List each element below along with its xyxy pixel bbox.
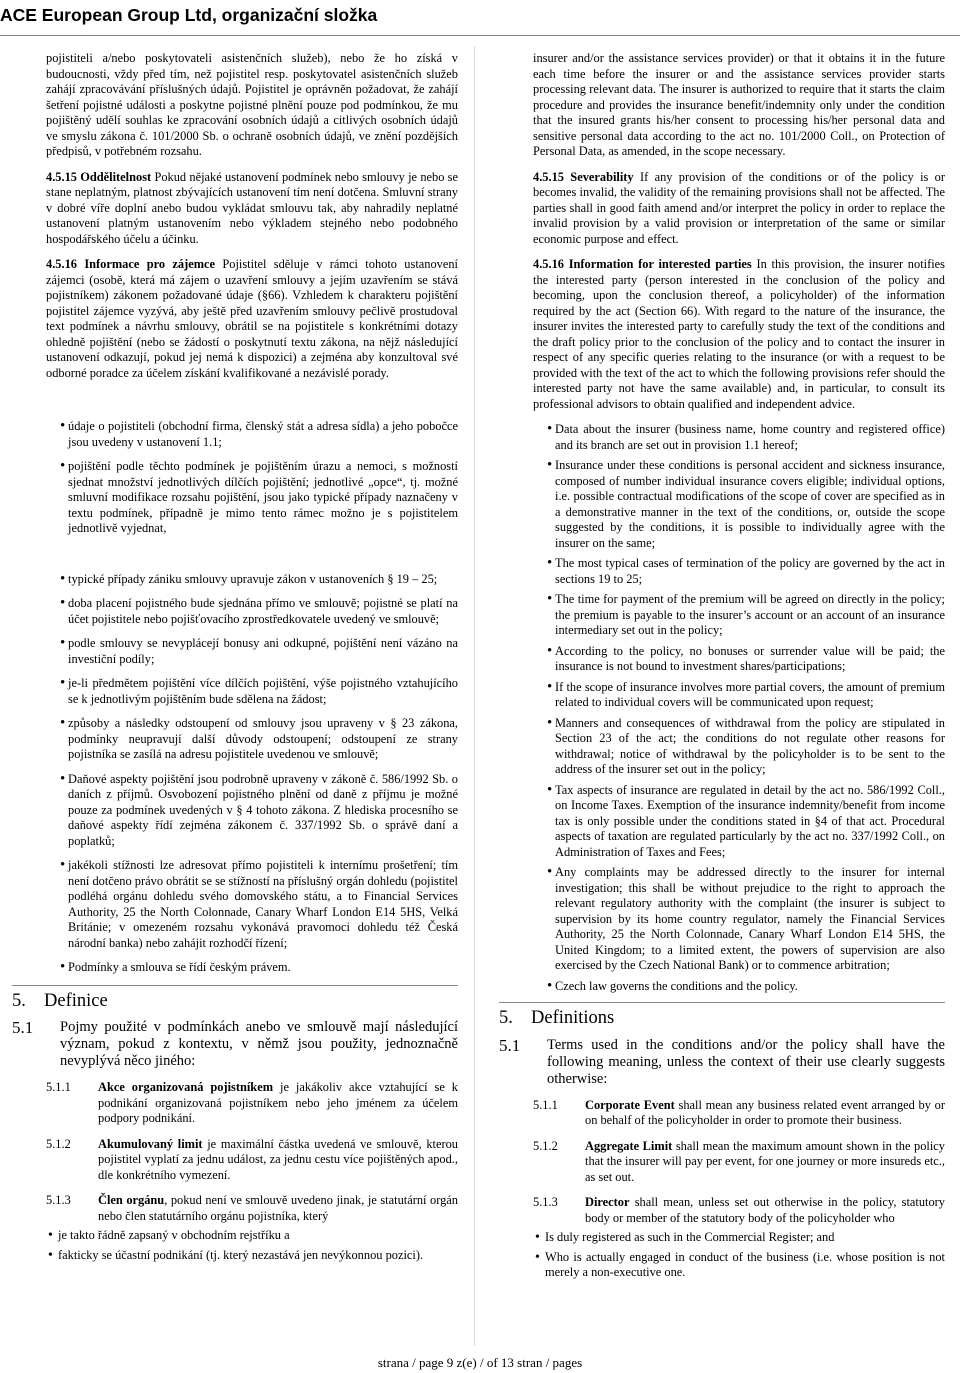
en-paragraph-consent: insurer and/or the assistance services provider) or that it obtains it in the future each time before the insurer or and the assistance services provider starts processing relevant data. The insurer is authorized to require that it starts the claim procedure and provides the insurance benefit/indemnity only under the condition that the insured grants his/her consent to processing his/her personal data and sensitive personal data according to the act no. 101/2000 Coll., on Protection of Personal Data, as amended, in the scope necessary. bbox=[533, 51, 945, 158]
en-severability-title: 4.5.15 Severability bbox=[533, 169, 634, 184]
list-item: • Data about the insurer (business name, home country and registered office) and its branch are set out in provision 1.1 hereof; bbox=[499, 422, 945, 453]
list-item: • The most typical cases of termination of the policy are governed by the act in sections 19 to 25; bbox=[499, 556, 945, 587]
document-header bbox=[0, 0, 960, 36]
cz-paragraph-info bbox=[46, 257, 458, 381]
en-def2-text: shall mean the maximum amount shown in the policy that the insurer will pay per event, for one journey or more insureds etc., as set out. bbox=[585, 1138, 945, 1184]
cz-severability-title: 4.5.15 Oddělitelnost bbox=[46, 169, 152, 184]
en-intro-number: 5.1 bbox=[499, 1035, 521, 1055]
en-definitions-intro bbox=[499, 1037, 945, 1088]
en-definition-1 bbox=[499, 1098, 945, 1129]
cz-def3-number: 5.1.3 bbox=[46, 1193, 71, 1207]
cz-gap bbox=[12, 393, 458, 413]
list-item: • The time for payment of the premium will be agreed on directly in the policy; the premium is payable to the insurer’s account or an account of an insurance intermediary set out in the policy; bbox=[499, 592, 945, 639]
list-item: • Any complaints may be addressed directly to the insurer for internal investigation; this shall be without prejudice to the right to approach the relevant regulatory authority with the complaint (the insurer is subject to supervision by its home country regulator, namely the Financial Services Authority, 25 the North Colonnade, Canary Wharf London E14 5HS, the United Kingdom; to a limited extent, the powers of supervision are also exercised by the Czech National Bank) or to commence arbitration; bbox=[499, 865, 945, 974]
en-info-text: In this provision, the insurer notifies the interested party (person interested in the conclusion of the policy and becoming, upon the conclusion thereof, a policyholder) of the information required by the act (Section 66). With regard to the nature of the insurance, the insurer invites the interested party to carefully study the text of the conditions and the draft policy prior to the conclusion of the policy and to contact the insurer in respect of any specific queries relating to the insurance (or with a request to be provided with the text of the act to which the following provisions refer should the interested party not have the same available) and, in particular, to consult its professional advisors to obtain qualified and independent advice. bbox=[533, 257, 945, 411]
en-paragraph-info bbox=[533, 257, 945, 412]
list-item: • jakékoli stížnosti lze adresovat přímo pojistiteli k internímu prošetření; tím není dotčeno právo obrátit se se stížností na příslušný orgán dohledu (pojistitel podléhá orgánu dohledu svého domovského státu, a to Financial Services Authority, 25 the North Colonnade, Canary Wharf London E14 5HS, Velká Británie; v omezeném rozsahu vykonává pravomoci dohledu též Česká národní banka) nebo zahájit rozhodčí řízení; bbox=[12, 858, 458, 951]
en-intro-text: Terms used in the conditions and/or the policy shall have the following meaning, unless the context of their use clearly suggests otherwise: bbox=[547, 1036, 945, 1087]
column-divider bbox=[474, 46, 475, 1346]
cz-definition-3 bbox=[12, 1193, 458, 1224]
en-section-title: Definitions bbox=[531, 1008, 615, 1028]
cz-section-title: Definice bbox=[44, 990, 108, 1011]
list-item: • údaje o pojistiteli (obchodní firma, členský stát a adresa sídla) a jeho pobočce jsou uvedeny v ustanovení 1.1; bbox=[12, 419, 458, 450]
list-item: • Podmínky a smlouva se řídí českým právem. bbox=[12, 960, 458, 976]
en-def3-bullets bbox=[499, 1230, 945, 1281]
cz-paragraph-consent: pojistiteli a/nebo poskytovateli asistenčních služeb), nebo že ho získá v budoucnosti, vždy před tím, než pojistitel resp. poskytovatel asistenčních služeb zahájí zpracovávání příslušných údajů. Pojistitel je oprávněn požadovat, že zahájí šetření pojistné události a poskytne pojistné plnění pouze pod podmínkou, že mu pojištěný udělí souhlas ke zpracování osobních údajů a citlivých osobních údajů ve smyslu zákona č. 101/2000 Sb. o ochraně osobních údajů, ve znění pozdějších předpisů, v potřebném rozsahu. bbox=[46, 51, 458, 158]
list-item: • Manners and consequences of withdrawal from the policy are stipulated in Section 23 of the act; the conditions do not regulate other reasons for withdrawal; notice of withdrawal by the policyholder is to be sent to the address of the insurer set out in the policy; bbox=[499, 716, 945, 778]
en-bullet-list bbox=[499, 422, 945, 994]
list-item: • Czech law governs the conditions and the policy. bbox=[499, 979, 945, 995]
list-item: • typické případy zániku smlouvy upravuje zákon v ustanoveních § 19 – 25; bbox=[12, 572, 458, 588]
en-def1-number: 5.1.1 bbox=[533, 1097, 558, 1112]
list-item: • Insurance under these conditions is personal accident and sickness insurance, composed of number individual insurance covers eligible; individual options, i.e. possible contractual modifications of the scope of cover are specified as in a demonstrative manner in the text of the conditions, or, outside the scope suggested by the conditions, it is possible to individually agree with the insurer on the same; bbox=[499, 458, 945, 551]
list-item: • fakticky se účastní podnikání (tj. který nezastává jen nevýkonnou pozici). bbox=[12, 1248, 458, 1264]
cz-gap bbox=[12, 546, 458, 566]
en-def2-number: 5.1.2 bbox=[533, 1138, 558, 1153]
en-info-title: 4.5.16 Information for interested parties bbox=[533, 257, 752, 271]
english-column bbox=[499, 51, 945, 1285]
page-number: strana / page 9 z(e) / of 13 stran / pages bbox=[377, 1355, 583, 1370]
list-item: • pojištění podle těchto podmínek je pojištěním úrazu a nemoci, s možností sjednat množství jednotlivých dílčích pojištění; jednotlivé „opce“, tj. možné smluvní modifikace rozsahu pojištění, jsou jako typické případy naznačeny v textu podmínek, případně je mimo tento rámec možno je s pojistitelem jednotlivě vyjednat, bbox=[12, 459, 458, 537]
en-section-heading bbox=[499, 1002, 945, 1027]
cz-def2-text: je maximální částka uvedená ve smlouvě, kterou pojistitel vyplatí za jednu událost, za jednu cestu více pojištěných apod., dle konkrétního vymezení. bbox=[98, 1136, 458, 1182]
cz-definitions-intro bbox=[12, 1019, 458, 1070]
en-def1-term: Corporate Event bbox=[585, 1097, 675, 1112]
cz-def1-term: Akce organizovaná pojistníkem bbox=[98, 1080, 274, 1094]
list-item: • podle smlouvy se nevyplácejí bonusy ani odkupné, pojištění není vázáno na investiční podíly; bbox=[12, 636, 458, 667]
list-item: • Is duly registered as such in the Commercial Register; and bbox=[499, 1230, 945, 1246]
list-item: • je takto řádně zapsaný v obchodním rejstříku a bbox=[12, 1228, 458, 1244]
en-severability-text: If any provision of the conditions or of the policy is or becomes invalid, the validity of the remaining provisions shall not be affected. The parties shall in good faith amend and/or interpret the policy in order to replace the invalid provision by a valid provision or interpretation of the same or similar economic purpose and effect. bbox=[533, 169, 945, 246]
cz-severability-text: Pokud nějaké ustanovení podmínek nebo smlouvy je nebo se stane neplatným, platnost zbývajících ustanovení tím není dotčena. Smluvní strany v dobré víře doplní anebo budou vykládat smlouvu tak, aby nahradily neplatné ustanovení platným ustanovením nebo výkladem stejného nebo podobného hospodářského účelu a účinku. bbox=[46, 169, 458, 246]
czech-column bbox=[12, 51, 458, 1267]
list-item: • According to the policy, no bonuses or surrender value will be paid; the insurance is not bound to investment shares/participations; bbox=[499, 644, 945, 675]
cz-section-heading bbox=[12, 985, 458, 1010]
en-section-number: 5. bbox=[499, 1008, 513, 1028]
list-item: • Tax aspects of insurance are regulated in detail by the act no. 586/1992 Coll., on Income Taxes. Exemption of the insurance indemnity/benefit from income tax is only possible under the conditions stated in §4 of that act. Procedural aspects of taxation are regulated particularly by the act no. 337/1992 Coll., on Administration of Taxes and Fees; bbox=[499, 783, 945, 861]
cz-def3-term: Člen orgánu bbox=[98, 1193, 165, 1207]
cz-def1-number: 5.1.1 bbox=[46, 1080, 71, 1094]
header-title: ACE European Group Ltd, organizační složka bbox=[0, 5, 378, 25]
cz-definition-2 bbox=[12, 1137, 458, 1184]
cz-def2-term: Akumulovaný limit bbox=[98, 1136, 203, 1151]
cz-bullet-list-b bbox=[12, 572, 458, 976]
en-definition-2 bbox=[499, 1139, 945, 1186]
list-item: • způsoby a následky odstoupení od smlouvy jsou upraveny v § 23 zákona, podmínky neupravují další důvody odstoupení; odstoupení ze strany pojistníka se zasílá na adresu pojistitele uvedenou ve smlouvě; bbox=[12, 716, 458, 763]
list-item: • je-li předmětem pojištění více dílčích pojištění, výše pojistného vztahujícího se k jednotlivým pojištěním bude sdělena na žádost; bbox=[12, 676, 458, 707]
cz-info-text: Pojistitel sděluje v rámci tohoto ustanovení zájemci (osobě, která má zájem o uzavření smlouvy a jejím uzavřením se stává pojistníkem) zákonem požadované údaje (§66). Vzhledem k charakteru pojištění pojistitel zájemce vyzývá, aby ještě před uzavřením smlouvy pečlivě prostudoval text podmínek a návrhu smlouvy, obrátil se na pojistitele s konkrétními dotazy ohledně pojištění (nebo se žádostí o poskytnutí textu zákona, na nějž následující ustanovení odkazují, pokud jej nemá k dispozici) a zejména aby konzultoval své odborné poradce za účelem získání kvalifikované a nezávislé porady. bbox=[46, 257, 458, 380]
cz-definition-1 bbox=[12, 1080, 458, 1127]
en-def3-text: shall mean, unless set out otherwise in the policy, statutory body or member of the statutory body of the policyholder who bbox=[585, 1195, 945, 1225]
en-def1-text: shall mean any business related event arranged by or on behalf of the policyholder in order to promote their business. bbox=[585, 1097, 945, 1127]
page-footer bbox=[0, 1355, 960, 1371]
cz-bullet-list-a bbox=[12, 419, 458, 537]
en-def2-term: Aggregate Limit bbox=[585, 1138, 673, 1153]
list-item: • doba placení pojistného bude sjednána přímo ve smlouvě; pojistné se platí na účet pojistitele nebo pojišťovacího zprostředkovatele uvedený ve smlouvě; bbox=[12, 596, 458, 627]
cz-intro-number: 5.1 bbox=[12, 1018, 34, 1037]
cz-paragraph-severability bbox=[46, 170, 458, 248]
cz-info-title: 4.5.16 Informace pro zájemce bbox=[46, 257, 216, 271]
list-item: • If the scope of insurance involves more partial covers, the amount of premium related to individual covers will be communicated upon request; bbox=[499, 680, 945, 711]
en-def3-number: 5.1.3 bbox=[533, 1195, 558, 1209]
cz-def1-text: je jakákoliv akce vztahující se k podnikání organizovaná pojistníkem nebo jeho jménem za účelem podpory podnikání. bbox=[98, 1080, 458, 1125]
list-item: • Daňové aspekty pojištění jsou podrobně upraveny v zákoně č. 586/1992 Sb. o daních z příjmů. Osvobození pojistného plnění od daně z příjmu je možné pouze za podmínek uvedených v § 4 tohoto zákona. Z hlediska procesního se daňové aspekty řídí zejména zákonem č. 337/1992 Sb. o správě daní a poplatků; bbox=[12, 772, 458, 850]
cz-def3-bullets bbox=[12, 1228, 458, 1263]
en-paragraph-severability bbox=[533, 170, 945, 248]
cz-def2-number: 5.1.2 bbox=[46, 1136, 71, 1151]
en-def3-term: Director bbox=[585, 1195, 630, 1209]
cz-section-number: 5. bbox=[12, 990, 26, 1011]
list-item: • Who is actually engaged in conduct of the business (i.e. whose position is not merely a non-executive one. bbox=[499, 1250, 945, 1281]
cz-def3-text: , pokud není ve smlouvě uvedeno jinak, je statutární orgán nebo člen statutárního orgánu pojistníka, který bbox=[98, 1193, 458, 1223]
en-definition-3 bbox=[499, 1195, 945, 1226]
cz-intro-text: Pojmy použité v podmínkách anebo ve smlouvě mají následující význam, pokud z kontextu, v němž jsou použity, jednoznačně nevyplývá něco jiného: bbox=[60, 1019, 458, 1069]
